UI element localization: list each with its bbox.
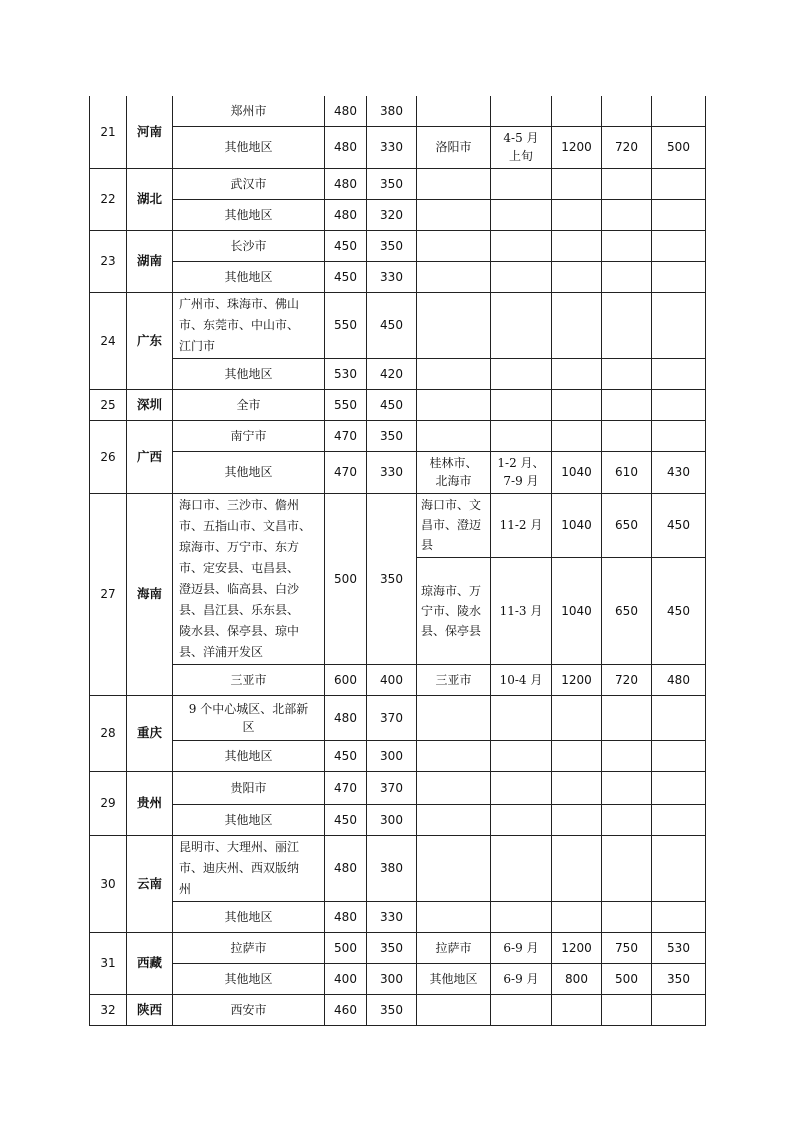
empty-cell xyxy=(602,96,652,126)
empty-cell xyxy=(417,804,491,835)
standard-value: 550 xyxy=(325,292,367,358)
table-row xyxy=(90,835,706,901)
peak-city: 三亚市 xyxy=(417,664,491,695)
peak-city xyxy=(417,557,491,664)
empty-cell xyxy=(652,168,706,199)
empty-cell xyxy=(417,695,491,740)
peak-season-line: 7-9 月 xyxy=(503,474,539,488)
standard-value: 480 xyxy=(325,695,367,740)
standard-value: 480 xyxy=(325,168,367,199)
peak-value: 430 xyxy=(652,451,706,493)
table-row xyxy=(90,126,706,168)
province-name: 海南 xyxy=(127,493,173,695)
standard-value: 470 xyxy=(325,771,367,804)
empty-cell xyxy=(652,804,706,835)
area-line: 广州市、珠海市、佛山 xyxy=(179,296,300,311)
standard-value: 500 xyxy=(325,932,367,963)
empty-cell xyxy=(602,804,652,835)
area-line: 市、东莞市、中山市、 xyxy=(179,317,300,332)
standard-value: 530 xyxy=(325,358,367,389)
empty-cell xyxy=(552,230,602,261)
standard-value: 350 xyxy=(367,994,417,1025)
standard-value: 420 xyxy=(367,358,417,389)
accommodation-rate-table xyxy=(89,96,706,1026)
area-line: 县、洋浦开发区 xyxy=(179,644,264,659)
peak-city-line: 北海市 xyxy=(435,474,472,488)
peak-value: 650 xyxy=(602,493,652,557)
peak-value: 1200 xyxy=(552,932,602,963)
table-row xyxy=(90,664,706,695)
standard-value: 450 xyxy=(367,389,417,420)
area-line: 昆明市、大理州、丽江 xyxy=(179,839,300,854)
peak-value: 800 xyxy=(552,963,602,994)
standard-value: 380 xyxy=(367,96,417,126)
area-name: 西安市 xyxy=(173,994,325,1025)
province-name: 重庆 xyxy=(127,695,173,771)
empty-cell xyxy=(552,420,602,451)
empty-cell xyxy=(652,695,706,740)
peak-city: 其他地区 xyxy=(417,963,491,994)
empty-cell xyxy=(602,901,652,932)
standard-value: 600 xyxy=(325,664,367,695)
standard-value: 550 xyxy=(325,389,367,420)
empty-cell xyxy=(602,168,652,199)
peak-season: 11-2 月 xyxy=(491,493,552,557)
table-row xyxy=(90,199,706,230)
empty-cell xyxy=(417,389,491,420)
row-number: 28 xyxy=(90,695,127,771)
table-row xyxy=(90,451,706,493)
peak-value: 1040 xyxy=(552,557,602,664)
peak-value: 480 xyxy=(652,664,706,695)
empty-cell xyxy=(417,740,491,771)
standard-value: 330 xyxy=(367,261,417,292)
table-row xyxy=(90,695,706,740)
standard-value: 480 xyxy=(325,96,367,126)
empty-cell xyxy=(552,740,602,771)
peak-value: 650 xyxy=(602,557,652,664)
standard-value: 450 xyxy=(325,261,367,292)
peak-value: 750 xyxy=(602,932,652,963)
peak-value: 720 xyxy=(602,126,652,168)
empty-cell xyxy=(602,420,652,451)
empty-cell xyxy=(652,389,706,420)
row-number: 26 xyxy=(90,420,127,493)
standard-value: 330 xyxy=(367,126,417,168)
empty-cell xyxy=(417,230,491,261)
empty-cell xyxy=(652,96,706,126)
table-row xyxy=(90,292,706,358)
table-row xyxy=(90,389,706,420)
area-name xyxy=(173,292,325,358)
table-row xyxy=(90,963,706,994)
peak-season-line: 上旬 xyxy=(508,149,533,163)
row-number: 29 xyxy=(90,771,127,835)
row-number: 31 xyxy=(90,932,127,994)
area-line: 区 xyxy=(242,719,255,734)
area-name: 其他地区 xyxy=(173,199,325,230)
area-name: 郑州市 xyxy=(173,96,325,126)
empty-cell xyxy=(417,292,491,358)
empty-cell xyxy=(491,771,552,804)
empty-cell xyxy=(417,96,491,126)
standard-value: 450 xyxy=(367,292,417,358)
area-line: 县、昌江县、乐东县、 xyxy=(179,602,300,617)
empty-cell xyxy=(602,261,652,292)
peak-value: 1040 xyxy=(552,451,602,493)
empty-cell xyxy=(491,695,552,740)
empty-cell xyxy=(417,901,491,932)
province-name: 深圳 xyxy=(127,389,173,420)
standard-value: 400 xyxy=(367,664,417,695)
empty-cell xyxy=(491,804,552,835)
province-name: 河南 xyxy=(127,96,173,168)
empty-cell xyxy=(491,994,552,1025)
empty-cell xyxy=(652,835,706,901)
peak-city-line: 县、保亭县 xyxy=(421,623,482,638)
empty-cell xyxy=(652,292,706,358)
standard-value: 330 xyxy=(367,901,417,932)
standard-value: 300 xyxy=(367,804,417,835)
standard-value: 350 xyxy=(367,230,417,261)
empty-cell xyxy=(552,994,602,1025)
empty-cell xyxy=(417,199,491,230)
standard-value: 480 xyxy=(325,126,367,168)
peak-value: 720 xyxy=(602,664,652,695)
area-line: 琼海市、万宁市、东方 xyxy=(179,539,300,554)
area-name: 其他地区 xyxy=(173,261,325,292)
empty-cell xyxy=(417,994,491,1025)
standard-value: 480 xyxy=(325,199,367,230)
empty-cell xyxy=(552,96,602,126)
table-row xyxy=(90,168,706,199)
standard-value: 470 xyxy=(325,420,367,451)
peak-season xyxy=(491,451,552,493)
peak-city-line: 昌市、澄迈 xyxy=(421,518,482,533)
empty-cell xyxy=(652,199,706,230)
empty-cell xyxy=(552,389,602,420)
area-name: 其他地区 xyxy=(173,451,325,493)
standard-value: 300 xyxy=(367,740,417,771)
peak-city-line: 宁市、陵水 xyxy=(421,603,482,618)
province-name: 湖北 xyxy=(127,168,173,230)
standard-value: 370 xyxy=(367,771,417,804)
standard-value: 350 xyxy=(367,932,417,963)
area-name: 全市 xyxy=(173,389,325,420)
peak-season-line: 1-2 月、 xyxy=(497,456,545,470)
table-row xyxy=(90,261,706,292)
empty-cell xyxy=(491,261,552,292)
empty-cell xyxy=(491,230,552,261)
standard-value: 500 xyxy=(325,493,367,664)
empty-cell xyxy=(602,389,652,420)
area-name xyxy=(173,835,325,901)
area-name: 其他地区 xyxy=(173,901,325,932)
empty-cell xyxy=(491,420,552,451)
empty-cell xyxy=(602,292,652,358)
empty-cell xyxy=(552,358,602,389)
table-row xyxy=(90,96,706,126)
area-name: 其他地区 xyxy=(173,358,325,389)
standard-value: 330 xyxy=(367,451,417,493)
table-row xyxy=(90,740,706,771)
peak-season xyxy=(491,126,552,168)
row-number: 21 xyxy=(90,96,127,168)
peak-city: 洛阳市 xyxy=(417,126,491,168)
province-name: 云南 xyxy=(127,835,173,932)
area-name: 南宁市 xyxy=(173,420,325,451)
table-row xyxy=(90,932,706,963)
empty-cell xyxy=(552,292,602,358)
area-name xyxy=(173,695,325,740)
empty-cell xyxy=(491,740,552,771)
empty-cell xyxy=(552,804,602,835)
province-name: 广西 xyxy=(127,420,173,493)
table-row xyxy=(90,804,706,835)
area-line: 澄迈县、临高县、白沙 xyxy=(179,581,300,596)
row-number: 30 xyxy=(90,835,127,932)
peak-season-line: 4-5 月 xyxy=(503,131,539,145)
empty-cell xyxy=(491,389,552,420)
empty-cell xyxy=(602,695,652,740)
area-line: 9 个中心城区、北部新 xyxy=(188,701,309,716)
empty-cell xyxy=(652,230,706,261)
province-name: 贵州 xyxy=(127,771,173,835)
area-name xyxy=(173,493,325,664)
standard-value: 370 xyxy=(367,695,417,740)
standard-value: 470 xyxy=(325,451,367,493)
empty-cell xyxy=(491,292,552,358)
row-number: 25 xyxy=(90,389,127,420)
empty-cell xyxy=(417,261,491,292)
peak-value: 1040 xyxy=(552,493,602,557)
standard-value: 320 xyxy=(367,199,417,230)
peak-value: 1200 xyxy=(552,126,602,168)
standard-value: 350 xyxy=(367,420,417,451)
empty-cell xyxy=(491,199,552,230)
row-number: 24 xyxy=(90,292,127,389)
empty-cell xyxy=(652,771,706,804)
empty-cell xyxy=(602,835,652,901)
area-name: 贵阳市 xyxy=(173,771,325,804)
standard-value: 300 xyxy=(367,963,417,994)
peak-value: 450 xyxy=(652,557,706,664)
empty-cell xyxy=(417,771,491,804)
empty-cell xyxy=(652,994,706,1025)
table-row xyxy=(90,230,706,261)
table-row xyxy=(90,420,706,451)
province-name: 西藏 xyxy=(127,932,173,994)
peak-value: 530 xyxy=(652,932,706,963)
row-number: 32 xyxy=(90,994,127,1025)
row-number: 23 xyxy=(90,230,127,292)
peak-season: 6-9 月 xyxy=(491,963,552,994)
peak-city-line: 琼海市、万 xyxy=(421,583,482,598)
empty-cell xyxy=(552,695,602,740)
empty-cell xyxy=(491,96,552,126)
empty-cell xyxy=(602,994,652,1025)
peak-value: 1200 xyxy=(552,664,602,695)
peak-value: 610 xyxy=(602,451,652,493)
empty-cell xyxy=(652,901,706,932)
area-name: 长沙市 xyxy=(173,230,325,261)
empty-cell xyxy=(491,168,552,199)
standard-value: 350 xyxy=(367,168,417,199)
peak-value: 500 xyxy=(652,126,706,168)
empty-cell xyxy=(652,358,706,389)
empty-cell xyxy=(602,740,652,771)
empty-cell xyxy=(417,358,491,389)
area-line: 州 xyxy=(179,881,192,896)
peak-city: 拉萨市 xyxy=(417,932,491,963)
table-row xyxy=(90,493,706,557)
table-row xyxy=(90,994,706,1025)
peak-city-line: 县 xyxy=(421,538,434,553)
peak-value: 450 xyxy=(652,493,706,557)
table-row xyxy=(90,901,706,932)
empty-cell xyxy=(552,835,602,901)
standard-value: 450 xyxy=(325,230,367,261)
area-line: 市、定安县、屯昌县、 xyxy=(179,560,300,575)
standard-value: 460 xyxy=(325,994,367,1025)
empty-cell xyxy=(652,261,706,292)
empty-cell xyxy=(602,358,652,389)
area-name: 拉萨市 xyxy=(173,932,325,963)
area-name: 其他地区 xyxy=(173,740,325,771)
empty-cell xyxy=(417,420,491,451)
peak-season: 11-3 月 xyxy=(491,557,552,664)
standard-value: 350 xyxy=(367,493,417,664)
empty-cell xyxy=(552,168,602,199)
empty-cell xyxy=(417,168,491,199)
peak-city-line: 桂林市、 xyxy=(429,456,478,470)
row-number: 27 xyxy=(90,493,127,695)
empty-cell xyxy=(602,199,652,230)
province-name: 湖南 xyxy=(127,230,173,292)
area-name: 其他地区 xyxy=(173,126,325,168)
area-line: 海口市、三沙市、儋州 xyxy=(179,497,300,512)
empty-cell xyxy=(491,835,552,901)
province-name: 陕西 xyxy=(127,994,173,1025)
peak-value: 350 xyxy=(652,963,706,994)
standard-value: 400 xyxy=(325,963,367,994)
area-name: 三亚市 xyxy=(173,664,325,695)
area-line: 市、迪庆州、西双版纳 xyxy=(179,860,300,875)
peak-season: 6-9 月 xyxy=(491,932,552,963)
table-row xyxy=(90,771,706,804)
standard-value: 480 xyxy=(325,835,367,901)
empty-cell xyxy=(652,420,706,451)
peak-city-line: 海口市、文 xyxy=(421,498,482,513)
empty-cell xyxy=(552,771,602,804)
empty-cell xyxy=(491,901,552,932)
area-line: 江门市 xyxy=(179,338,216,353)
empty-cell xyxy=(417,835,491,901)
area-name: 其他地区 xyxy=(173,804,325,835)
empty-cell xyxy=(602,230,652,261)
standard-value: 480 xyxy=(325,901,367,932)
empty-cell xyxy=(491,358,552,389)
province-name: 广东 xyxy=(127,292,173,389)
empty-cell xyxy=(602,771,652,804)
table-row xyxy=(90,358,706,389)
peak-city xyxy=(417,493,491,557)
peak-city xyxy=(417,451,491,493)
empty-cell xyxy=(552,901,602,932)
standard-value: 450 xyxy=(325,740,367,771)
peak-season: 10-4 月 xyxy=(491,664,552,695)
area-name: 武汉市 xyxy=(173,168,325,199)
standard-value: 450 xyxy=(325,804,367,835)
row-number: 22 xyxy=(90,168,127,230)
empty-cell xyxy=(552,261,602,292)
area-line: 陵水县、保亭县、琼中 xyxy=(179,623,300,638)
area-line: 市、五指山市、文昌市、 xyxy=(179,518,312,533)
empty-cell xyxy=(652,740,706,771)
empty-cell xyxy=(552,199,602,230)
area-name: 其他地区 xyxy=(173,963,325,994)
standard-value: 380 xyxy=(367,835,417,901)
peak-value: 500 xyxy=(602,963,652,994)
